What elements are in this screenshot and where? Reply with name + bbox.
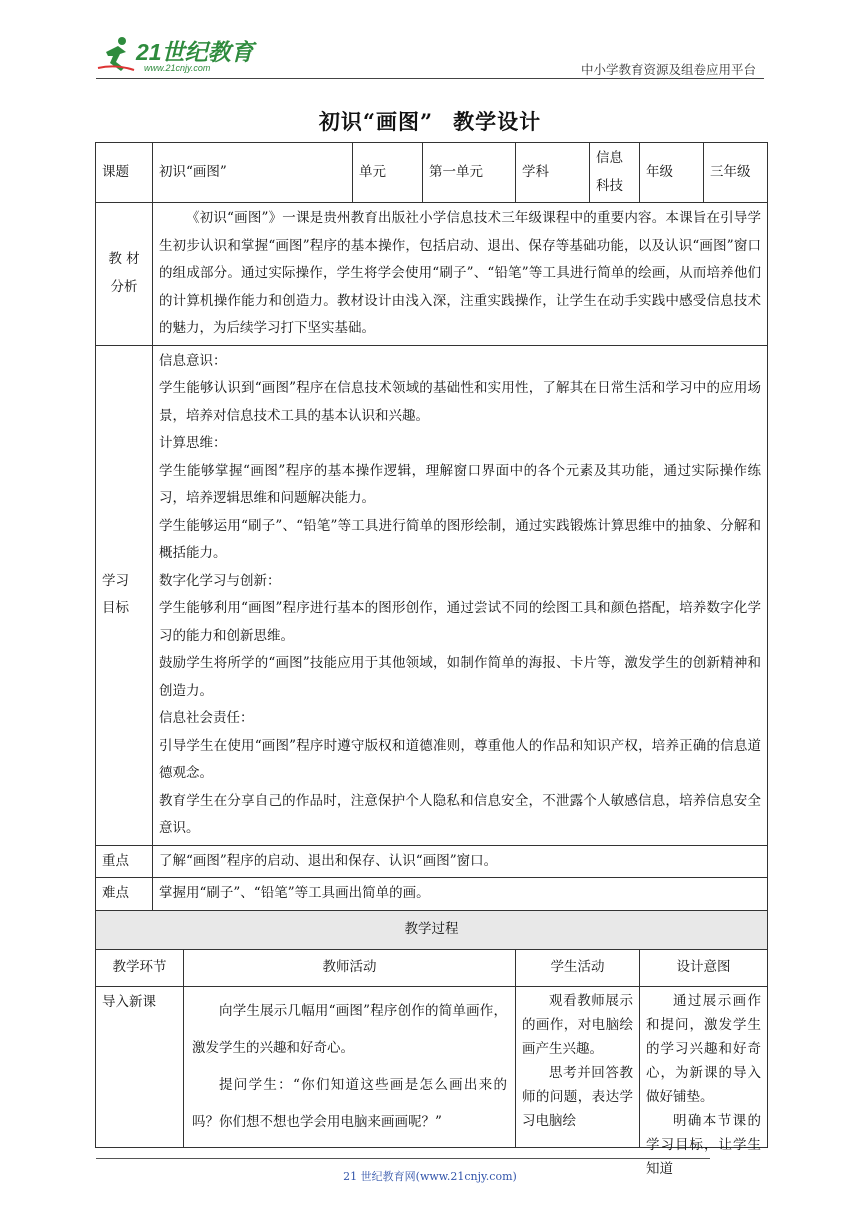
teacher-activity-cell: 向学生展示几幅用“画图”程序创作的简单画作，激发学生的兴趣和好奇心。 提问学生：“你们知道这些画是怎么画出来的吗？你们想不想也学会用电脑来画画呢？” (184, 986, 516, 1147)
subject-label: 学科 (516, 143, 590, 203)
col-header-teacher: 教师活动 (184, 949, 516, 986)
goals-text (153, 345, 768, 845)
col-header-intent: 设计意图 (640, 949, 768, 986)
unit-value: 第一单元 (423, 143, 516, 203)
stage-cell: 导入新课 (96, 986, 184, 1147)
goal-line: 学生能够掌握“画图”程序的基本操作逻辑，理解窗口界面中的各个元素及其功能，通过实际操作练习，培养逻辑思维和问题解决能力。 (159, 462, 761, 506)
goal-line: 鼓励学生将所学的“画图”技能应用于其他领域，如制作简单的海报、卡片等，激发学生的创新精神和创造力。 (159, 655, 761, 699)
key-point-text: 了解“画图”程序的启动、退出和保存、认识“画图”窗口。 (153, 845, 768, 878)
brand-logo (96, 30, 266, 80)
page-title (0, 106, 860, 136)
grade-label: 年级 (640, 143, 704, 203)
unit-label: 单元 (353, 143, 423, 203)
goal-line: 计算思维： (159, 435, 227, 451)
process-title-row (96, 910, 768, 949)
grade-value: 三年级 (704, 143, 768, 203)
goal-line: 学生能够利用“画图”程序进行基本的图形创作，通过尝试不同的绘图工具和颜色搭配，培养数字化学习的能力和创新思维。 (159, 600, 761, 644)
col-header-student: 学生活动 (516, 949, 640, 986)
goal-line: 学生能够运用“刷子”、“铅笔”等工具进行简单的图形绘制，通过实践锻炼计算思维中的抽象、分解和概括能力。 (159, 517, 761, 561)
title-part-2: 教学设计 (453, 109, 542, 134)
key-point-label: 重点 (96, 845, 153, 878)
goal-line: 学生能够认识到“画图”程序在信息技术领域的基础性和实用性，了解其在日常生活和学习中的应用场景，培养对信息技术工具的基本认识和兴趣。 (159, 380, 761, 424)
key-point-row (96, 845, 768, 878)
title-part-1: 初识“画图” (318, 109, 434, 134)
difficulty-row (96, 878, 768, 911)
analysis-text: 《初识“画图”》一课是贵州教育出版社小学信息技术三年级课程中的重要内容。本课旨在引导学生初步认识和掌握“画图”程序的基本操作，包括启动、退出、保存等基础功能，以及认识“画图”窗口的组成部分。通过实际操作，学生将学会使用“刷子”、“铅笔”等工具进行简单的绘画，从而培养他们的计算机操作能力和创造力。教材设计由浅入深，注重实践操作，让学生在动手实践中感受信息技术的魅力，为后续学习打下坚实基础。 (153, 203, 768, 346)
process-row-intro (96, 986, 768, 1147)
brand-name: 21世纪教育 (136, 39, 254, 65)
process-header-row (96, 949, 768, 986)
goal-line: 数字化学习与创新： (159, 572, 281, 589)
process-title: 教学过程 (96, 910, 768, 949)
runner-logo-icon (96, 34, 136, 74)
subject-value: 信息科技 (590, 143, 640, 203)
goals-row (96, 345, 768, 845)
goal-line: 教育学生在分享自己的作品时，注意保护个人隐私和信息安全，不泄露个人敏感信息，培养信息安全意识。 (159, 792, 761, 836)
difficulty-label: 难点 (96, 878, 153, 911)
difficulty-text: 掌握用“刷子”、“铅笔”等工具画出简单的画。 (153, 878, 768, 911)
topic-label: 课题 (96, 143, 153, 203)
analysis-label: 教 材 分析 (96, 203, 153, 346)
header-rule (96, 78, 764, 79)
goal-line: 信息社会责任： (159, 710, 254, 726)
header-tagline: 中小学教育资源及组卷应用平台 (580, 62, 756, 77)
info-row (96, 143, 768, 203)
page-header (0, 0, 860, 90)
col-header-stage: 教学环节 (96, 949, 184, 986)
goals-label: 学习 目标 (96, 345, 153, 845)
brand-url: www.21cnjy.com (144, 63, 211, 73)
footer-rule (96, 1158, 710, 1159)
goal-line: 引导学生在使用“画图”程序时遵守版权和道德准则，尊重他人的作品和知识产权，培养正确的信息道德观念。 (159, 737, 761, 781)
topic-value: 初识“画图” (153, 143, 353, 203)
student-activity-cell: 观看教师展示的画作，对电脑绘画产生兴趣。 思考并回答教师的问题，表达学习电脑绘 (516, 986, 640, 1147)
analysis-row (96, 203, 768, 346)
goal-line: 信息意识： (159, 352, 227, 369)
design-intent-cell: 通过展示画作和提问，激发学生的学习兴趣和好奇心，为新课的导入做好铺垫。 明确本节课的学习目标，让学生知道 (640, 986, 768, 1147)
footer-text: 21 世纪教育网(www.21cnjy.com) (343, 1170, 517, 1183)
